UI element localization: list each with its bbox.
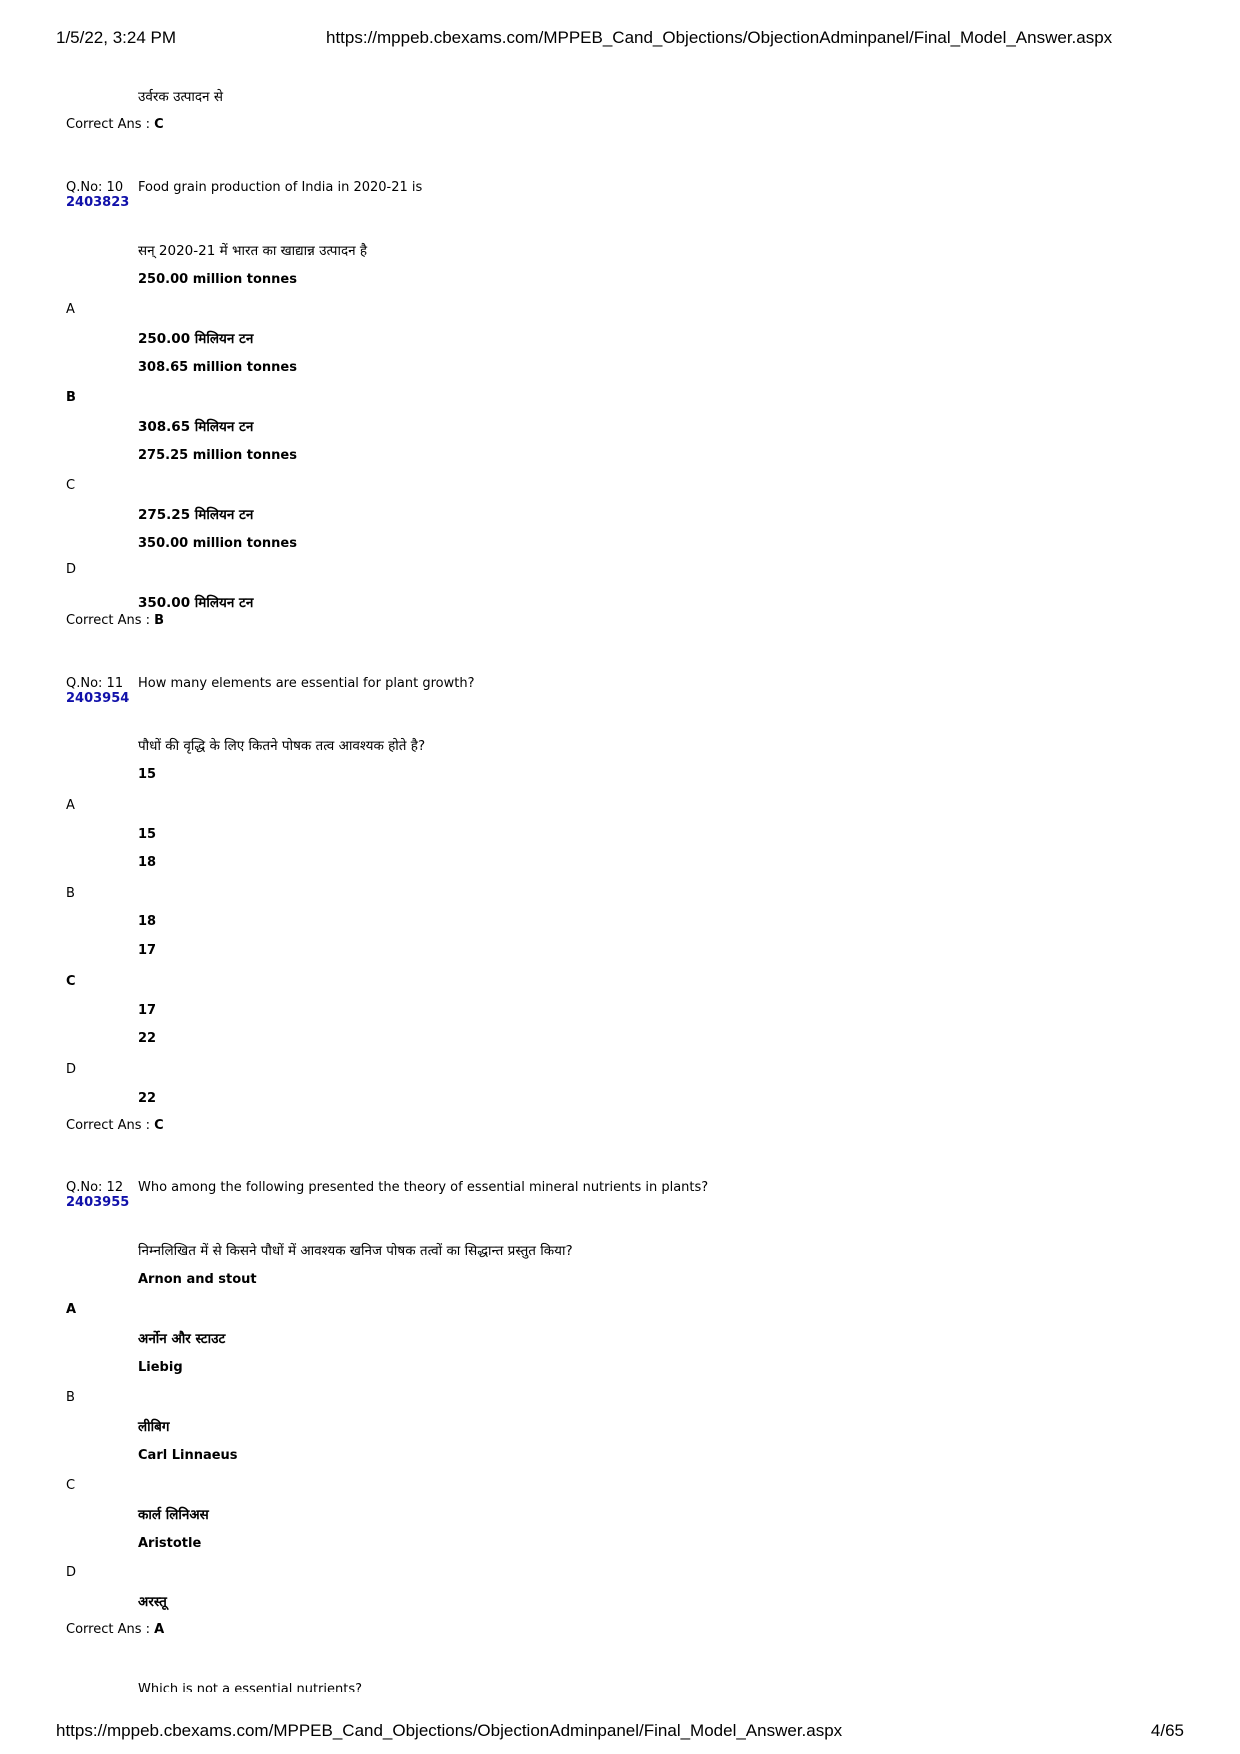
option-letter: D [66,1565,77,1580]
question-text-hi: निम्नलिखित में से किसने पौधों में आवश्यक खनिज पोषक तत्वों का सिद्धान्त प्रस्तुत किया? [138,1243,573,1259]
option-letter: D [66,1062,77,1077]
option-en: 22 [138,1031,157,1046]
carry-over-correct-answer: Correct Ans : C [66,117,164,132]
option-letter-correct: B [66,390,76,405]
print-footer [56,1721,1184,1745]
option-en: Liebig [138,1360,183,1375]
option-en: 350.00 million tonnes [138,536,297,551]
print-datetime: 1/5/22, 3:24 PM [56,28,177,47]
correct-answer: Correct Ans : C [66,1118,164,1133]
option-letter: C [66,478,76,493]
option-letter: B [66,1390,75,1405]
question-text-en: Food grain production of India in 2020-21 is [138,180,423,195]
question-id: 2403823 [66,195,130,210]
correct-answer: Correct Ans : A [66,1622,165,1637]
option-en: 308.65 million tonnes [138,360,297,375]
next-question-partial-text: Which is not a essential nutrients? [138,1682,363,1692]
question-text-en: How many elements are essential for plant growth? [138,676,475,691]
option-en: 275.25 million tonnes [138,448,297,463]
option-en: Aristotle [138,1536,202,1551]
option-en: 250.00 million tonnes [138,272,297,287]
option-letter-correct: C [66,974,76,989]
correct-answer: Correct Ans : B [66,613,165,628]
option-hi: लीबिग [138,1419,170,1435]
option-hi: अरस्तू [138,1594,167,1610]
page-number: 4/65 [1150,1721,1184,1740]
option-hi: 275.25 मिलियन टन [138,507,254,523]
question-number: Q.No: 12 [66,1180,124,1195]
option-letter: A [66,302,75,317]
option-en: 17 [138,943,157,958]
option-letter: C [66,1478,76,1493]
question-text-hi: सन् 2020-21 में भारत का खाद्यान्न उत्पादन है [138,243,368,259]
print-header [56,28,1184,52]
option-en: 18 [138,855,157,870]
option-en: Arnon and stout [138,1272,257,1287]
option-hi: 308.65 मिलियन टन [138,419,254,435]
question-text-en: Who among the following presented the theory of essential mineral nutrients in plants? [138,1180,709,1195]
option-letter-correct: A [66,1302,77,1317]
option-hi: 22 [138,1091,157,1106]
option-hi: 17 [138,1003,157,1018]
print-footer-url: https://mppeb.cbexams.com/MPPEB_Cand_Objections/ObjectionAdminpanel/Final_Model_Answer.aspx [56,1721,843,1740]
question-number: Q.No: 10 [66,180,124,195]
option-letter: B [66,886,75,901]
option-en: 15 [138,767,157,782]
option-en: Carl Linnaeus [138,1448,238,1463]
option-letter: D [66,562,77,577]
option-hi: 15 [138,827,157,842]
carry-over-hindi: उर्वरक उत्पादन से [138,89,223,105]
print-header-url: https://mppeb.cbexams.com/MPPEB_Cand_Objections/ObjectionAdminpanel/Final_Model_Answer.aspx [326,28,1113,47]
option-hi: 350.00 मिलियन टन [138,595,254,611]
question-text-hi: पौधों की वृद्धि के लिए कितने पोषक तत्व आवश्यक होते है? [138,738,426,754]
option-letter: A [66,798,75,813]
question-id: 2403955 [66,1195,130,1210]
option-hi: 250.00 मिलियन टन [138,331,254,347]
option-hi: कार्ल लिनिअस [138,1507,209,1523]
option-hi: अर्नोन और स्टाउट [138,1331,226,1347]
question-id: 2403954 [66,691,130,706]
option-hi: 18 [138,914,157,929]
question-number: Q.No: 11 [66,676,124,691]
